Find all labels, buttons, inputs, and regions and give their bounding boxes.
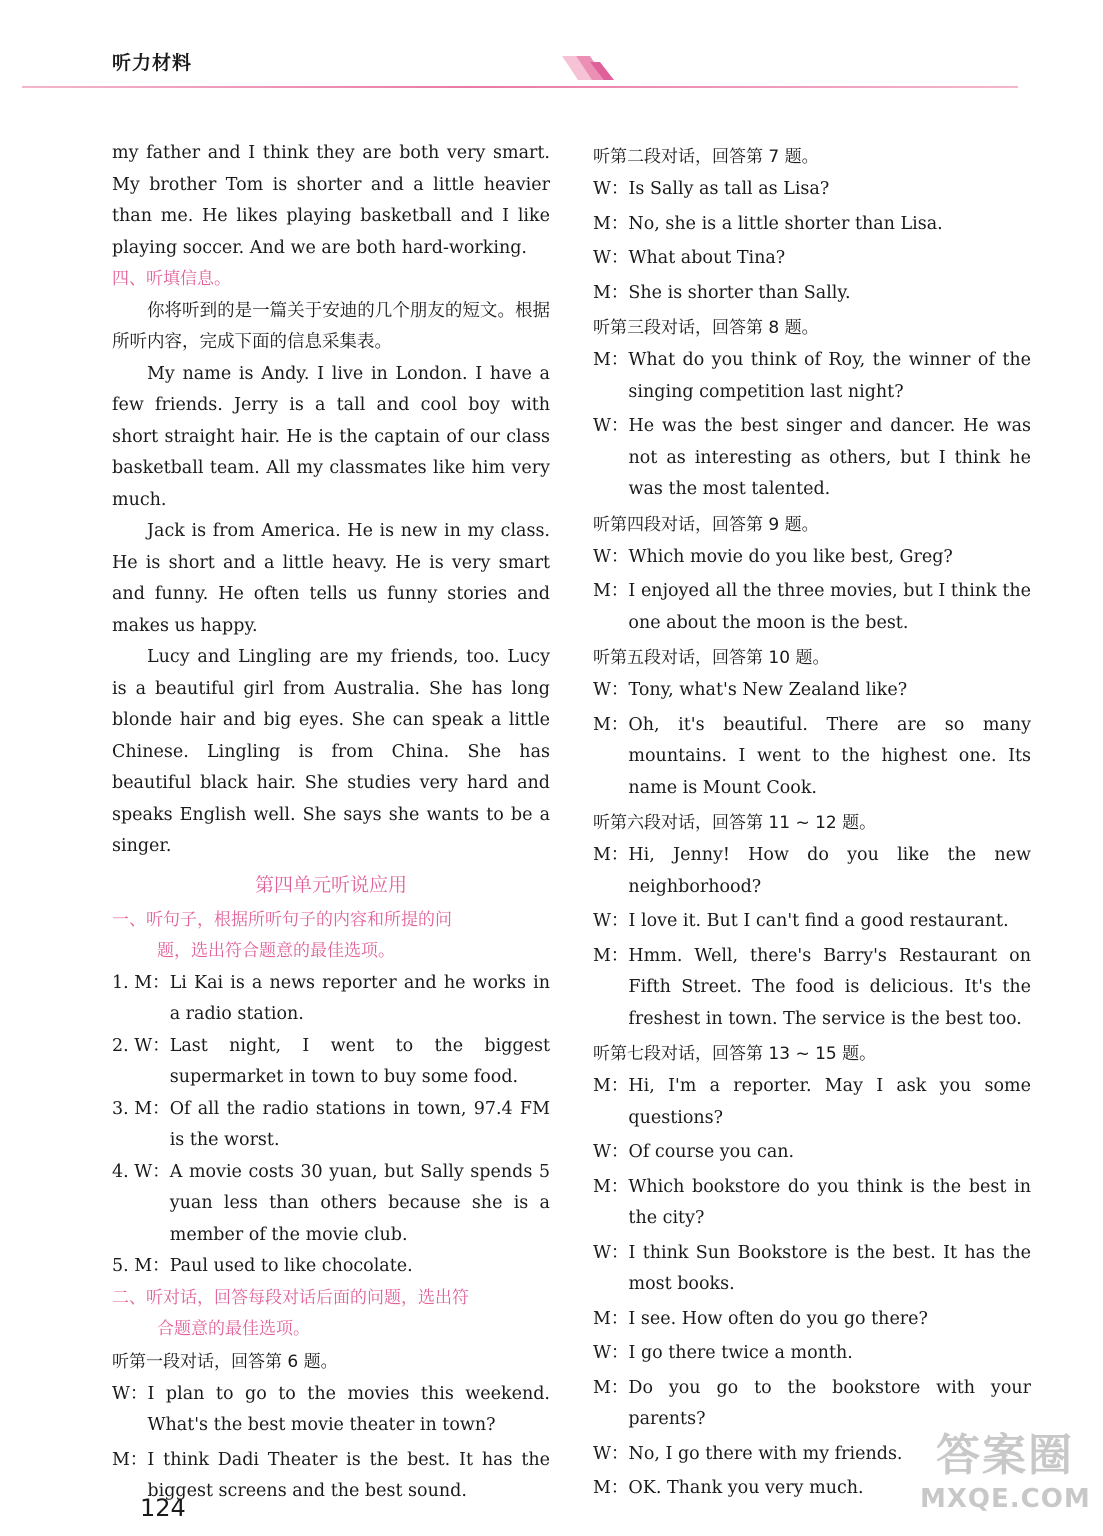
right-column <box>593 141 1031 1508</box>
dialogue-line <box>593 345 1031 408</box>
dialogue-text: I plan to go to the movies this weekend. What's the best movie theater in town? <box>147 1383 550 1435</box>
header-rule <box>22 86 1018 88</box>
dialogue-text: I think Dadi Theater is the best. It has the biggest screens and the best sound. <box>147 1449 550 1501</box>
dialogue-heading: 听第六段对话，回答第 11 ~ 12 题。 <box>593 813 877 833</box>
speaker: M： <box>593 945 629 966</box>
dialogue-text: Hi, Jenny! How do you like the new neighborhood? <box>628 845 1031 897</box>
dialogue-text: Hi, I'm a reporter. May I ask you some questions? <box>628 1076 1031 1128</box>
passage-paragraph: Lucy and Lingling are my friends, too. Lucy is a beautiful girl from Australia. She has long blonde hair and big eyes. She can speak a little Chinese. Lingling is from China. She has beautiful black hair. She studies very hard and speaks English well. She says she wants to be a singer. <box>112 647 550 856</box>
dialogue-text: Which movie do you like best, Greg? <box>628 546 953 567</box>
dialogue-text: I enjoyed all the three movies, but I think the one about the moon is the best. <box>628 581 1031 633</box>
dialogue-line <box>593 941 1031 1036</box>
list-item <box>112 968 550 1031</box>
dialogue-text: Oh, it's beautiful. There are so many mountains. I went to the highest one. Its name is Mount Cook. <box>628 714 1031 798</box>
speaker: M： <box>593 1478 629 1498</box>
dialogue-line <box>593 1172 1031 1235</box>
speaker: M： <box>593 213 629 234</box>
dialogue-line <box>593 906 1031 938</box>
dialogue-line <box>593 1373 1031 1436</box>
dialogue-line <box>593 278 1031 310</box>
header-decoration <box>562 52 622 82</box>
dialogue-text: Of course you can. <box>628 1142 795 1162</box>
item-text: Li Kai is a news reporter and he works in a radio station. <box>169 972 550 1024</box>
watermark-bottom: MXQE.COM <box>920 1484 1091 1514</box>
dialogue-text: I see. How often do you go there? <box>628 1308 928 1329</box>
speaker: M： <box>593 581 629 601</box>
dialogue-heading: 听第五段对话，回答第 10 题。 <box>593 648 830 668</box>
dialogue-line <box>593 243 1031 275</box>
speaker: M： <box>593 1377 629 1398</box>
speaker: W： <box>593 546 629 567</box>
dialogue-text: He was the best singer and dancer. He was not as interesting as others, but I think he was the most talented. <box>628 416 1031 499</box>
intro-paragraph: my father and I think they are both very smart. My brother Tom is shorter and a little heavier than me. He likes playing basketball and I like playing soccer. And we are both hard-working. <box>112 143 550 258</box>
dialogue-line <box>593 840 1031 903</box>
dialogue-line <box>593 542 1031 574</box>
dialogue-text: I love it. But I can't find a good restaurant. <box>628 911 1009 931</box>
item-number: 4. W： <box>112 1161 170 1182</box>
dialogue-text: No, I go there with my friends. <box>628 1443 903 1464</box>
speaker: M： <box>593 350 629 370</box>
speaker: W： <box>593 1343 629 1363</box>
item-number: 5. M： <box>112 1256 170 1276</box>
dialogue-line <box>593 1071 1031 1134</box>
item-number: 1. M： <box>112 972 170 993</box>
dialogue-text: No, she is a little shorter than Lisa. <box>628 213 943 234</box>
item-text: Paul used to like chocolate. <box>169 1256 413 1276</box>
part1-heading-line1: 一、听句子，根据所听句子的内容和所提的问 <box>112 909 452 930</box>
list-item <box>112 1031 550 1094</box>
watermark-top: 答案圈 <box>936 1430 1074 1481</box>
dialogue-text: I think Sun Bookstore is the best. It has the most books. <box>628 1242 1031 1294</box>
dialogue-line <box>593 209 1031 241</box>
speaker: M： <box>593 1076 629 1096</box>
speaker: W： <box>593 179 629 199</box>
header-title: 听力材料 <box>112 52 193 74</box>
dialogue-heading: 听第一段对话，回答第 6 题。 <box>112 1351 338 1372</box>
dialogue-line <box>593 1238 1031 1301</box>
watermark-logo <box>920 1430 1090 1525</box>
speaker: M： <box>593 714 629 735</box>
speaker: W： <box>593 1142 629 1162</box>
speaker: W： <box>593 248 629 268</box>
speaker: M： <box>112 1449 148 1470</box>
dialogue-text: Which bookstore do you think is the best in the city? <box>628 1176 1031 1228</box>
dialogue-line <box>593 174 1031 206</box>
speaker: M： <box>593 845 629 865</box>
dialogue-text: Do you go to the bookstore with your parents? <box>628 1377 1031 1429</box>
dialogue-heading: 听第三段对话，回答第 8 题。 <box>593 318 819 338</box>
section4-heading: 四、听填信息。 <box>112 269 231 289</box>
item-text: Of all the radio stations in town, 97.4 FM is the worst. <box>169 1098 550 1150</box>
part1-heading <box>112 905 550 968</box>
dialogue-heading: 听第七段对话，回答第 13 ~ 15 题。 <box>593 1044 877 1064</box>
dialogue-text: Is Sally as tall as Lisa? <box>628 179 830 199</box>
list-item <box>112 1251 550 1283</box>
speaker: W： <box>593 1443 629 1464</box>
speaker: M： <box>593 282 629 303</box>
list-item <box>112 1094 550 1157</box>
dialogue-line <box>593 1137 1031 1169</box>
dialogue-heading: 听第二段对话，回答第 7 题。 <box>593 147 819 167</box>
dialogue-text: Hmm. Well, there's Barry's Restaurant on Fifth Street. The food is delicious. It's the freshest in town. The service is the best too. <box>628 945 1031 1029</box>
part1-heading-line2: 题，选出符合题意的最佳选项。 <box>157 941 395 961</box>
dialogue-text: What do you think of Roy, the winner of the singing competition last night? <box>628 350 1031 402</box>
speaker: M： <box>593 1176 629 1197</box>
dialogue-line <box>593 1304 1031 1336</box>
dialogue-line <box>593 576 1031 639</box>
dialogue-text: What about Tina? <box>628 248 786 268</box>
dialogue-text: Tony, what's New Zealand like? <box>628 680 908 700</box>
section4-instructions: 你将听到的是一篇关于安迪的几个朋友的短文。根据所听内容，完成下面的信息采集表。 <box>112 300 550 352</box>
page-number: 124 <box>140 1494 186 1522</box>
speaker: W： <box>593 680 629 700</box>
dialogue-text: I go there twice a month. <box>628 1343 853 1363</box>
dialogue-text: She is shorter than Sally. <box>628 282 851 303</box>
speaker: W： <box>112 1383 148 1404</box>
dialogue-line <box>593 710 1031 805</box>
dialogue-line <box>593 1338 1031 1370</box>
item-text: A movie costs 30 yuan, but Sally spends 5 yuan less than others because she is a member of the movie club. <box>169 1161 550 1245</box>
left-column <box>112 138 550 1511</box>
dialogue-line <box>593 411 1031 506</box>
part2-heading <box>112 1283 550 1346</box>
item-number: 3. M： <box>112 1098 170 1119</box>
dialogue-line <box>593 675 1031 707</box>
list-item <box>112 1157 550 1252</box>
part2-heading-line1: 二、听对话，回答每段对话后面的问题，选出符 <box>112 1287 469 1308</box>
speaker: W： <box>593 416 629 436</box>
item-text: Last night, I went to the biggest supermarket in town to buy some food. <box>169 1035 550 1087</box>
dialogue-text: OK. Thank you very much. <box>628 1478 864 1498</box>
dialogue-line <box>112 1379 550 1442</box>
item-number: 2. W： <box>112 1035 170 1056</box>
unit-title: 第四单元听说应用 <box>254 873 407 896</box>
speaker: W： <box>593 1242 629 1263</box>
speaker: W： <box>593 911 629 931</box>
dialogue-heading: 听第四段对话，回答第 9 题。 <box>593 514 819 535</box>
passage-paragraph: Jack is from America. He is new in my class. He is short and a little heavy. He is very smart and funny. He often tells us funny stories and makes us happy. <box>112 521 550 636</box>
speaker: M： <box>593 1308 629 1329</box>
passage-paragraph: My name is Andy. I live in London. I have a few friends. Jerry is a tall and cool boy with short straight hair. He is the captain of our class basketball team. All my classmates like him very much. <box>112 363 550 510</box>
part2-heading-line2: 合题意的最佳选项。 <box>157 1319 310 1339</box>
